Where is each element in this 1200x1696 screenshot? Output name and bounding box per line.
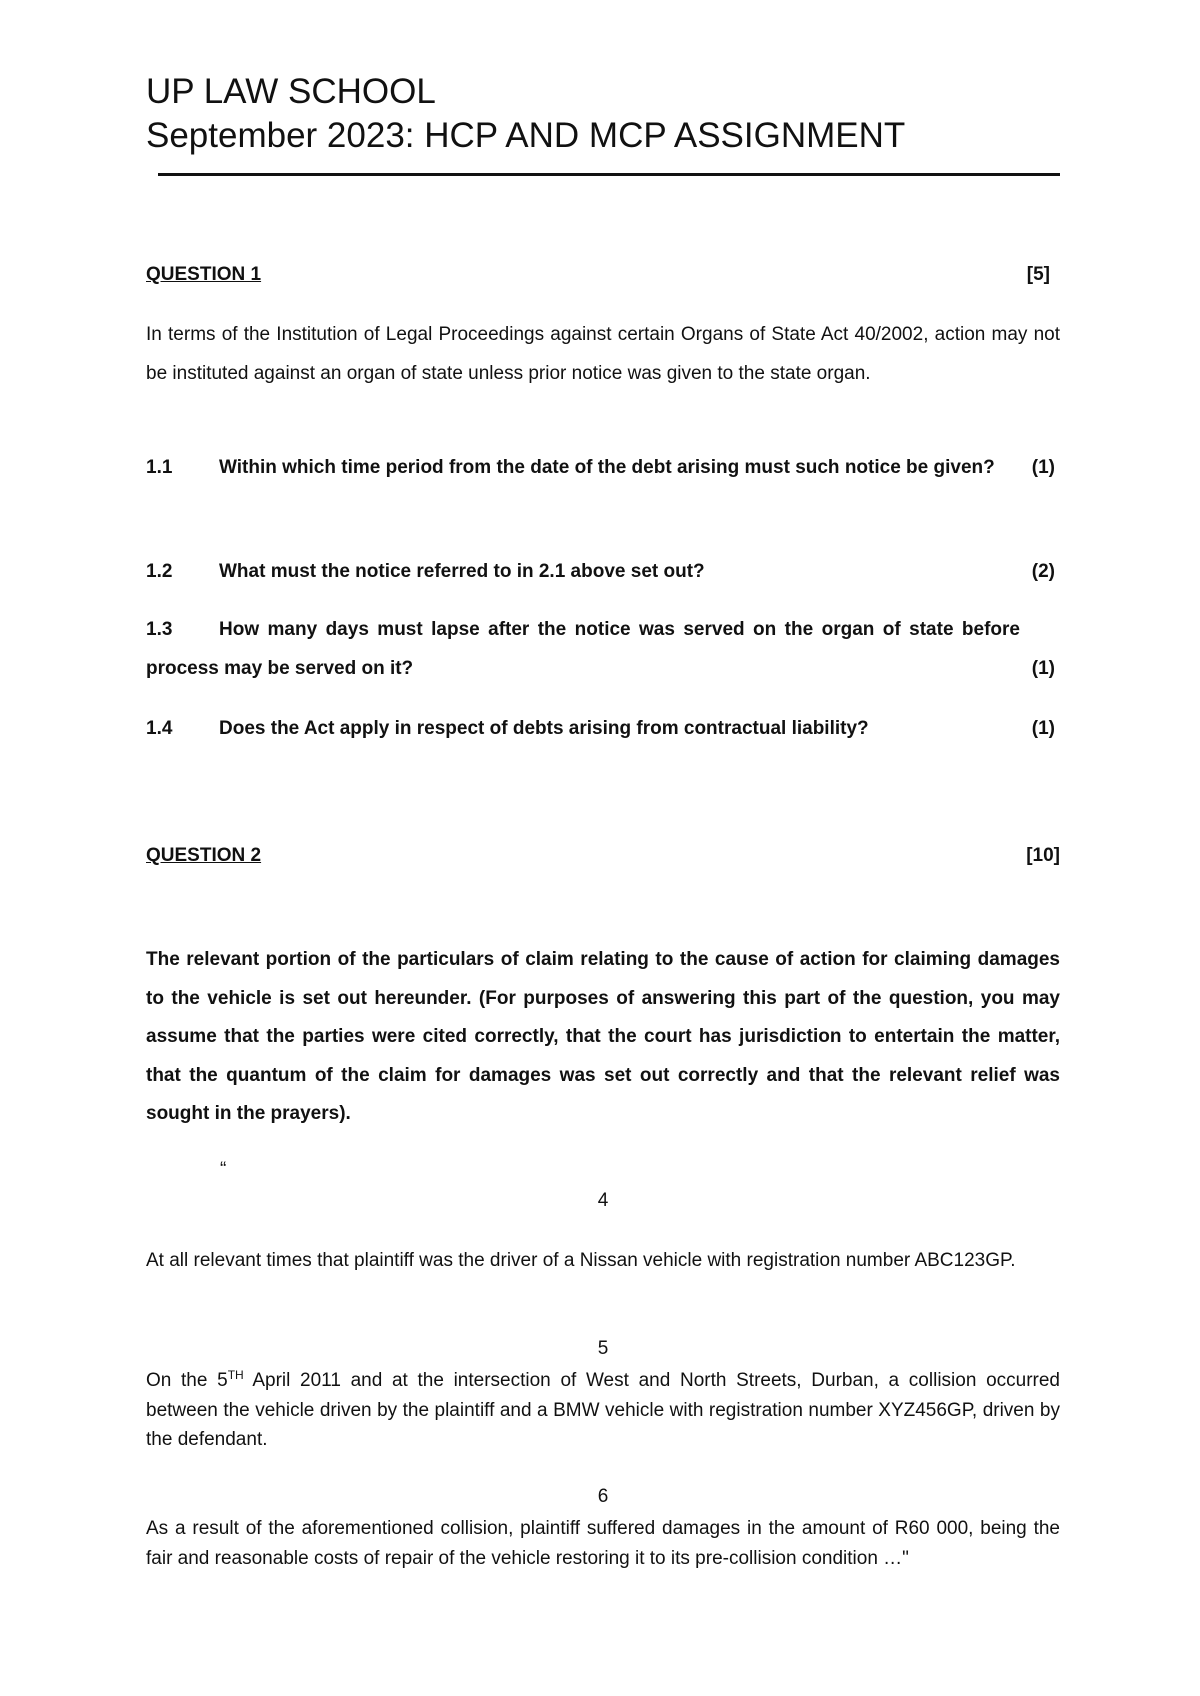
para-text: April 2011 and at the intersection of West and North Streets, Durban, a collision occurred between the vehicle driven by the plaintiff and a BMW vehicle with registration number XYZ456GP, driven by the defendant. <box>146 1370 1060 1450</box>
item-marks: (2) <box>1031 561 1055 582</box>
question-2-intro: The relevant portion of the particulars of claim relating to the cause of action for claiming damages to the vehicle is set out hereunder. (For purposes of answering this part of the question, you may assume that the parties were cited correctly, that the court has jurisdiction to entertain the matter, that the quantum of the claim for damages was set out correctly and that the relevant relief was sought in the prayers). <box>146 949 1060 1124</box>
question-2-label: QUESTION 2 <box>146 845 262 866</box>
question-1-4 <box>146 709 1060 748</box>
superscript: TH <box>227 1368 244 1382</box>
item-text: Does the Act apply in respect of debts arising from contractual liability? <box>219 718 869 739</box>
paragraph-number: 4 <box>597 1190 609 1211</box>
question-2-heading <box>146 843 1060 869</box>
item-marks: (1) <box>1031 718 1055 739</box>
item-text: What must the notice referred to in 2.1 above set out? <box>219 561 705 582</box>
question-1-heading <box>146 262 1060 288</box>
item-text: How many days must lapse after the notice was served on the organ of state before process may be served on it? <box>146 619 1020 679</box>
item-number: 1.2 <box>146 561 173 582</box>
title-divider <box>158 173 1060 176</box>
para-text: On the 5 <box>146 1370 228 1391</box>
question-2-marks: [10] <box>1026 845 1060 866</box>
claim-paragraph-4: At all relevant times that plaintiff was the driver of a Nissan vehicle with registration number ABC123GP. <box>146 1250 1016 1271</box>
question-1-label: QUESTION 1 <box>146 264 262 285</box>
school-title: UP LAW SCHOOL <box>146 72 436 111</box>
item-marks: (1) <box>1031 658 1055 679</box>
item-number: 1.4 <box>146 718 173 739</box>
question-1-2 <box>146 552 1060 591</box>
opening-quote: “ <box>220 1159 227 1180</box>
paragraph-number: 6 <box>597 1486 609 1507</box>
claim-paragraph-6: As a result of the aforementioned collision, plaintiff suffered damages in the amount of R60 000, being the fair and reasonable costs of repair of the vehicle restoring it to its pre-collision condition …" <box>146 1518 1060 1569</box>
item-text: Within which time period from the date of the debt arising must such notice be given? <box>219 457 995 478</box>
item-number: 1.1 <box>146 457 173 478</box>
question-1-intro: In terms of the Institution of Legal Proceedings against certain Organs of State Act 40/2002, action may not be instituted against an organ of state unless prior notice was given to the state organ. <box>146 324 1060 384</box>
paragraph-number: 5 <box>597 1338 609 1359</box>
question-1-3 <box>146 610 1060 688</box>
claim-paragraph-5 <box>146 1366 1060 1455</box>
question-1-marks: [5] <box>1026 264 1050 285</box>
assignment-title: September 2023: HCP AND MCP ASSIGNMENT <box>146 116 906 155</box>
item-marks: (1) <box>1031 457 1055 478</box>
item-number: 1.3 <box>146 619 173 640</box>
question-1-1 <box>146 448 1060 487</box>
